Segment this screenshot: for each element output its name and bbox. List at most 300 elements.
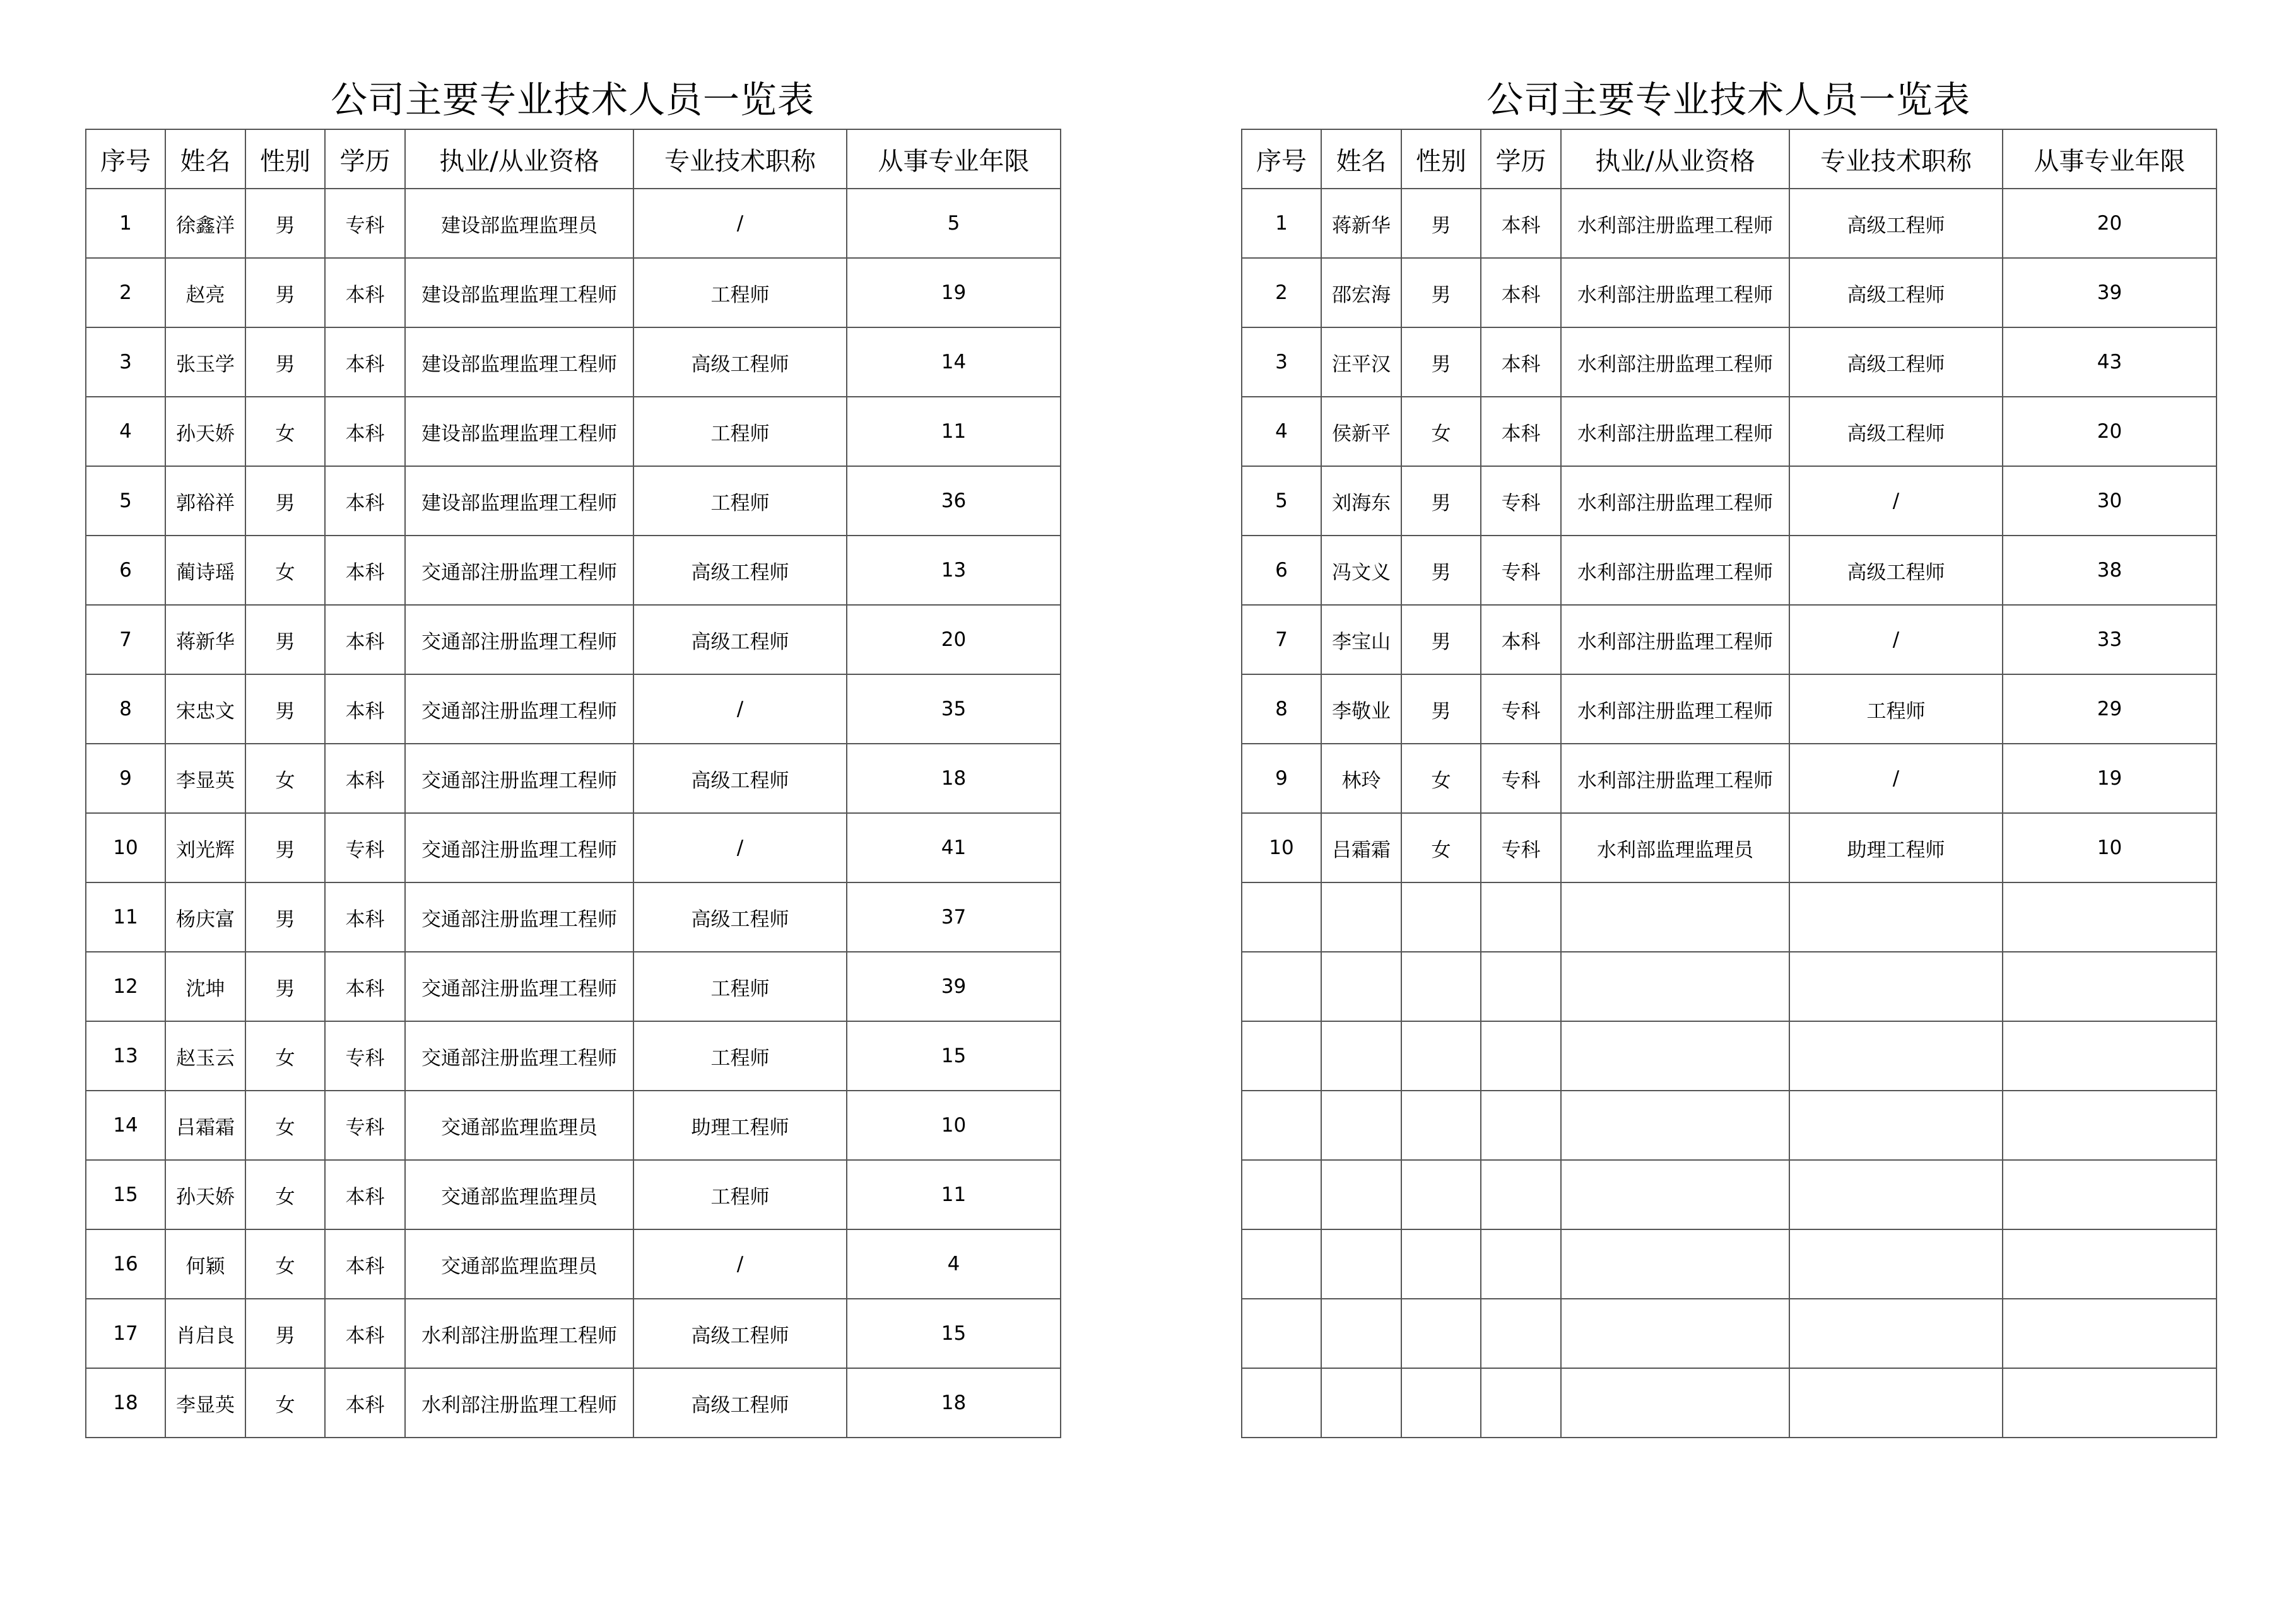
cell-sex: 女 xyxy=(245,1091,325,1160)
cell-name xyxy=(1321,882,1401,952)
cell-name: 郭裕祥 xyxy=(165,466,245,536)
left-staff-panel xyxy=(85,71,1060,1438)
cell-tech-title xyxy=(1789,1368,2003,1438)
cell-years: 43 xyxy=(2003,327,2217,397)
cell-no xyxy=(1242,1091,1321,1160)
cell-years xyxy=(2003,952,2217,1021)
cell-no: 10 xyxy=(86,813,165,882)
cell-sex: 男 xyxy=(245,605,325,674)
cell-no xyxy=(1242,1299,1321,1368)
cell-no: 6 xyxy=(1242,536,1321,605)
cell-name: 宋忠文 xyxy=(165,674,245,744)
cell-education xyxy=(1481,1021,1561,1091)
cell-name: 李敬业 xyxy=(1321,674,1401,744)
cell-tech-title: 高级工程师 xyxy=(633,1368,847,1438)
cell-tech-title: 高级工程师 xyxy=(1789,189,2003,258)
right-table-body xyxy=(1242,189,2217,1438)
cell-tech-title: / xyxy=(633,674,847,744)
cell-name: 沈坤 xyxy=(165,952,245,1021)
cell-education: 本科 xyxy=(325,605,405,674)
cell-no: 17 xyxy=(86,1299,165,1368)
cell-tech-title: 工程师 xyxy=(633,397,847,466)
cell-qualification xyxy=(1561,1091,1789,1160)
cell-no xyxy=(1242,1229,1321,1299)
table-row xyxy=(1242,397,2217,466)
cell-name xyxy=(1321,1229,1401,1299)
cell-no: 11 xyxy=(86,882,165,952)
cell-education: 专科 xyxy=(1481,813,1561,882)
right-staff-panel xyxy=(1241,71,2216,1438)
cell-years: 11 xyxy=(847,1160,1061,1229)
cell-years: 39 xyxy=(2003,258,2217,327)
cell-qualification: 建设部监理监理员 xyxy=(405,189,633,258)
header-qualification: 执业/从业资格 xyxy=(405,129,633,189)
cell-sex: 男 xyxy=(1401,258,1481,327)
cell-sex xyxy=(1401,1160,1481,1229)
cell-sex: 女 xyxy=(245,1229,325,1299)
left-header-row xyxy=(86,129,1061,189)
cell-qualification: 建设部监理监理工程师 xyxy=(405,327,633,397)
cell-qualification: 交通部注册监理工程师 xyxy=(405,674,633,744)
cell-years: 37 xyxy=(847,882,1061,952)
cell-name: 吕霜霜 xyxy=(165,1091,245,1160)
cell-no: 7 xyxy=(86,605,165,674)
cell-qualification xyxy=(1561,1368,1789,1438)
cell-education: 本科 xyxy=(325,1160,405,1229)
cell-no: 2 xyxy=(1242,258,1321,327)
cell-no: 9 xyxy=(1242,744,1321,813)
cell-qualification xyxy=(1561,952,1789,1021)
cell-sex: 男 xyxy=(1401,605,1481,674)
cell-name: 蔺诗瑶 xyxy=(165,536,245,605)
cell-name: 吕霜霜 xyxy=(1321,813,1401,882)
cell-sex: 男 xyxy=(245,674,325,744)
cell-education: 本科 xyxy=(325,1299,405,1368)
cell-education: 本科 xyxy=(325,674,405,744)
cell-tech-title: 助理工程师 xyxy=(633,1091,847,1160)
cell-sex: 女 xyxy=(245,744,325,813)
cell-tech-title: / xyxy=(633,189,847,258)
cell-sex: 男 xyxy=(1401,674,1481,744)
cell-name xyxy=(1321,1299,1401,1368)
cell-education: 本科 xyxy=(325,397,405,466)
table-row xyxy=(86,189,1061,258)
cell-name: 赵玉云 xyxy=(165,1021,245,1091)
cell-education xyxy=(1481,882,1561,952)
cell-tech-title: 高级工程师 xyxy=(1789,327,2003,397)
cell-no: 5 xyxy=(86,466,165,536)
cell-tech-title: 高级工程师 xyxy=(633,744,847,813)
cell-tech-title: 高级工程师 xyxy=(633,605,847,674)
table-row xyxy=(86,397,1061,466)
table-row xyxy=(1242,1299,2217,1368)
cell-no: 8 xyxy=(86,674,165,744)
cell-name: 李宝山 xyxy=(1321,605,1401,674)
cell-qualification: 水利部注册监理工程师 xyxy=(1561,536,1789,605)
cell-education: 本科 xyxy=(325,466,405,536)
cell-qualification: 水利部注册监理工程师 xyxy=(1561,327,1789,397)
cell-years: 33 xyxy=(2003,605,2217,674)
table-row xyxy=(86,1229,1061,1299)
table-row xyxy=(86,744,1061,813)
cell-qualification: 水利部注册监理工程师 xyxy=(1561,674,1789,744)
cell-tech-title: / xyxy=(1789,744,2003,813)
header-education: 学历 xyxy=(325,129,405,189)
cell-tech-title: 工程师 xyxy=(633,258,847,327)
table-row xyxy=(1242,813,2217,882)
left-table-body xyxy=(86,189,1061,1438)
cell-no: 18 xyxy=(86,1368,165,1438)
cell-education: 本科 xyxy=(1481,397,1561,466)
cell-qualification: 交通部监理监理员 xyxy=(405,1091,633,1160)
cell-tech-title xyxy=(1789,1299,2003,1368)
cell-qualification: 水利部注册监理工程师 xyxy=(1561,605,1789,674)
cell-qualification: 交通部注册监理工程师 xyxy=(405,744,633,813)
cell-years: 35 xyxy=(847,674,1061,744)
cell-education: 本科 xyxy=(325,952,405,1021)
cell-sex: 男 xyxy=(245,189,325,258)
left-staff-table xyxy=(85,129,1061,1438)
cell-name: 侯新平 xyxy=(1321,397,1401,466)
cell-no: 16 xyxy=(86,1229,165,1299)
cell-no: 13 xyxy=(86,1021,165,1091)
cell-years: 15 xyxy=(847,1299,1061,1368)
cell-name: 蒋新华 xyxy=(1321,189,1401,258)
cell-qualification: 交通部注册监理工程师 xyxy=(405,882,633,952)
cell-years xyxy=(2003,1160,2217,1229)
header-sex: 性别 xyxy=(1401,129,1481,189)
cell-education: 专科 xyxy=(1481,466,1561,536)
table-row xyxy=(1242,1368,2217,1438)
cell-sex: 男 xyxy=(245,952,325,1021)
cell-years: 19 xyxy=(2003,744,2217,813)
cell-no: 15 xyxy=(86,1160,165,1229)
cell-sex xyxy=(1401,1021,1481,1091)
cell-education xyxy=(1481,1160,1561,1229)
cell-no: 4 xyxy=(86,397,165,466)
cell-qualification: 水利部注册监理工程师 xyxy=(405,1368,633,1438)
cell-tech-title: 助理工程师 xyxy=(1789,813,2003,882)
header-tech-title: 专业技术职称 xyxy=(633,129,847,189)
cell-tech-title: 高级工程师 xyxy=(1789,397,2003,466)
cell-qualification: 交通部注册监理工程师 xyxy=(405,952,633,1021)
cell-tech-title xyxy=(1789,1229,2003,1299)
table-row xyxy=(86,674,1061,744)
cell-education xyxy=(1481,1091,1561,1160)
cell-education xyxy=(1481,1368,1561,1438)
cell-sex: 男 xyxy=(1401,327,1481,397)
cell-tech-title: 工程师 xyxy=(633,466,847,536)
cell-sex: 男 xyxy=(245,813,325,882)
cell-name: 徐鑫洋 xyxy=(165,189,245,258)
cell-name: 李显英 xyxy=(165,1368,245,1438)
table-row xyxy=(1242,674,2217,744)
cell-education: 专科 xyxy=(325,189,405,258)
cell-sex: 男 xyxy=(245,466,325,536)
cell-tech-title: / xyxy=(633,813,847,882)
table-row xyxy=(1242,605,2217,674)
cell-tech-title: 高级工程师 xyxy=(633,327,847,397)
cell-education: 本科 xyxy=(325,258,405,327)
cell-tech-title: / xyxy=(1789,466,2003,536)
cell-sex xyxy=(1401,882,1481,952)
cell-years xyxy=(2003,1229,2217,1299)
table-row xyxy=(86,536,1061,605)
cell-no: 9 xyxy=(86,744,165,813)
cell-no xyxy=(1242,1368,1321,1438)
cell-education: 专科 xyxy=(325,813,405,882)
table-row xyxy=(86,1021,1061,1091)
cell-years: 10 xyxy=(847,1091,1061,1160)
cell-years: 30 xyxy=(2003,466,2217,536)
cell-no: 1 xyxy=(86,189,165,258)
cell-sex: 男 xyxy=(245,882,325,952)
cell-years: 13 xyxy=(847,536,1061,605)
cell-tech-title xyxy=(1789,882,2003,952)
cell-sex: 男 xyxy=(245,327,325,397)
cell-tech-title: / xyxy=(1789,605,2003,674)
table-row xyxy=(86,327,1061,397)
cell-education: 专科 xyxy=(325,1021,405,1091)
table-row xyxy=(1242,258,2217,327)
cell-qualification xyxy=(1561,1229,1789,1299)
cell-years: 36 xyxy=(847,466,1061,536)
cell-sex: 男 xyxy=(1401,189,1481,258)
table-row xyxy=(86,952,1061,1021)
cell-years: 14 xyxy=(847,327,1061,397)
right-staff-table xyxy=(1241,129,2217,1438)
cell-no: 6 xyxy=(86,536,165,605)
table-row xyxy=(86,1299,1061,1368)
cell-no: 2 xyxy=(86,258,165,327)
cell-years xyxy=(2003,1091,2217,1160)
cell-name: 孙天娇 xyxy=(165,1160,245,1229)
cell-name: 邵宏海 xyxy=(1321,258,1401,327)
cell-sex xyxy=(1401,952,1481,1021)
header-name: 姓名 xyxy=(1321,129,1401,189)
cell-education: 专科 xyxy=(325,1091,405,1160)
cell-years xyxy=(2003,882,2217,952)
cell-years: 18 xyxy=(847,1368,1061,1438)
cell-education: 本科 xyxy=(1481,189,1561,258)
cell-sex: 男 xyxy=(1401,466,1481,536)
cell-education: 本科 xyxy=(1481,327,1561,397)
cell-tech-title: 高级工程师 xyxy=(633,882,847,952)
cell-sex: 女 xyxy=(245,397,325,466)
cell-no: 1 xyxy=(1242,189,1321,258)
cell-no xyxy=(1242,882,1321,952)
cell-name xyxy=(1321,1021,1401,1091)
header-years: 从事专业年限 xyxy=(2003,129,2217,189)
cell-years xyxy=(2003,1368,2217,1438)
cell-education: 本科 xyxy=(1481,605,1561,674)
table-row xyxy=(86,466,1061,536)
cell-name: 肖启良 xyxy=(165,1299,245,1368)
cell-name: 赵亮 xyxy=(165,258,245,327)
cell-years: 39 xyxy=(847,952,1061,1021)
header-no: 序号 xyxy=(1242,129,1321,189)
cell-years: 41 xyxy=(847,813,1061,882)
right-header-row xyxy=(1242,129,2217,189)
cell-years: 10 xyxy=(2003,813,2217,882)
cell-no: 7 xyxy=(1242,605,1321,674)
cell-sex: 女 xyxy=(245,1368,325,1438)
cell-sex: 男 xyxy=(245,1299,325,1368)
table-row xyxy=(86,813,1061,882)
cell-qualification: 水利部注册监理工程师 xyxy=(1561,466,1789,536)
cell-tech-title: 高级工程师 xyxy=(1789,536,2003,605)
cell-education xyxy=(1481,952,1561,1021)
cell-no: 5 xyxy=(1242,466,1321,536)
cell-sex: 男 xyxy=(245,258,325,327)
cell-name: 林玲 xyxy=(1321,744,1401,813)
cell-no: 3 xyxy=(86,327,165,397)
cell-education: 本科 xyxy=(1481,258,1561,327)
cell-name: 刘光辉 xyxy=(165,813,245,882)
cell-tech-title: 高级工程师 xyxy=(633,1299,847,1368)
cell-years: 18 xyxy=(847,744,1061,813)
table-row xyxy=(86,1091,1061,1160)
cell-tech-title xyxy=(1789,952,2003,1021)
cell-qualification: 交通部注册监理工程师 xyxy=(405,1021,633,1091)
header-name: 姓名 xyxy=(165,129,245,189)
cell-qualification: 水利部注册监理工程师 xyxy=(1561,189,1789,258)
header-education: 学历 xyxy=(1481,129,1561,189)
cell-education xyxy=(1481,1299,1561,1368)
cell-years: 20 xyxy=(2003,397,2217,466)
cell-education: 本科 xyxy=(325,1229,405,1299)
table-row xyxy=(1242,189,2217,258)
table-row xyxy=(1242,882,2217,952)
cell-years: 5 xyxy=(847,189,1061,258)
cell-name xyxy=(1321,952,1401,1021)
cell-tech-title: 高级工程师 xyxy=(1789,258,2003,327)
header-qualification: 执业/从业资格 xyxy=(1561,129,1789,189)
header-years: 从事专业年限 xyxy=(847,129,1061,189)
cell-qualification: 交通部注册监理工程师 xyxy=(405,605,633,674)
cell-qualification xyxy=(1561,1299,1789,1368)
cell-qualification: 水利部注册监理工程师 xyxy=(1561,397,1789,466)
cell-name xyxy=(1321,1091,1401,1160)
cell-sex xyxy=(1401,1368,1481,1438)
cell-education: 本科 xyxy=(325,327,405,397)
cell-name: 汪平汉 xyxy=(1321,327,1401,397)
cell-qualification: 交通部监理监理员 xyxy=(405,1160,633,1229)
table-row xyxy=(1242,952,2217,1021)
cell-years: 20 xyxy=(2003,189,2217,258)
header-tech-title: 专业技术职称 xyxy=(1789,129,2003,189)
cell-name: 张玉学 xyxy=(165,327,245,397)
right-table-title: 公司主要专业技术人员一览表 xyxy=(1486,78,1970,121)
cell-years: 11 xyxy=(847,397,1061,466)
cell-tech-title: 工程师 xyxy=(633,1021,847,1091)
cell-years: 29 xyxy=(2003,674,2217,744)
cell-qualification: 水利部监理监理员 xyxy=(1561,813,1789,882)
cell-sex: 女 xyxy=(245,1021,325,1091)
table-row xyxy=(86,1368,1061,1438)
cell-education: 本科 xyxy=(325,536,405,605)
cell-tech-title xyxy=(1789,1021,2003,1091)
cell-years xyxy=(2003,1299,2217,1368)
cell-qualification xyxy=(1561,882,1789,952)
cell-no: 14 xyxy=(86,1091,165,1160)
cell-qualification: 建设部监理监理工程师 xyxy=(405,258,633,327)
cell-years: 20 xyxy=(847,605,1061,674)
cell-no: 8 xyxy=(1242,674,1321,744)
cell-qualification: 建设部监理监理工程师 xyxy=(405,466,633,536)
table-row xyxy=(1242,536,2217,605)
cell-years xyxy=(2003,1021,2217,1091)
cell-qualification: 水利部注册监理工程师 xyxy=(1561,744,1789,813)
cell-sex xyxy=(1401,1091,1481,1160)
cell-name: 孙天娇 xyxy=(165,397,245,466)
table-row xyxy=(86,605,1061,674)
cell-sex: 女 xyxy=(245,536,325,605)
cell-education: 本科 xyxy=(325,744,405,813)
cell-sex: 男 xyxy=(1401,536,1481,605)
cell-tech-title: 工程师 xyxy=(1789,674,2003,744)
cell-qualification: 水利部注册监理工程师 xyxy=(405,1299,633,1368)
table-row xyxy=(1242,1091,2217,1160)
cell-years: 19 xyxy=(847,258,1061,327)
cell-no: 12 xyxy=(86,952,165,1021)
cell-name: 何颖 xyxy=(165,1229,245,1299)
cell-years: 15 xyxy=(847,1021,1061,1091)
cell-no xyxy=(1242,1021,1321,1091)
table-row xyxy=(1242,466,2217,536)
cell-name: 蒋新华 xyxy=(165,605,245,674)
cell-no: 3 xyxy=(1242,327,1321,397)
cell-tech-title: 高级工程师 xyxy=(633,536,847,605)
cell-sex: 女 xyxy=(245,1160,325,1229)
cell-tech-title: 工程师 xyxy=(633,1160,847,1229)
table-row xyxy=(1242,1160,2217,1229)
cell-sex xyxy=(1401,1299,1481,1368)
cell-sex xyxy=(1401,1229,1481,1299)
cell-years: 38 xyxy=(2003,536,2217,605)
cell-education: 本科 xyxy=(325,882,405,952)
cell-name: 刘海东 xyxy=(1321,466,1401,536)
table-row xyxy=(86,258,1061,327)
cell-qualification: 交通部注册监理工程师 xyxy=(405,536,633,605)
header-no: 序号 xyxy=(86,129,165,189)
cell-years: 4 xyxy=(847,1229,1061,1299)
left-table-title: 公司主要专业技术人员一览表 xyxy=(330,78,815,121)
cell-qualification: 交通部监理监理员 xyxy=(405,1229,633,1299)
cell-qualification: 交通部注册监理工程师 xyxy=(405,813,633,882)
cell-tech-title: 工程师 xyxy=(633,952,847,1021)
cell-tech-title: / xyxy=(633,1229,847,1299)
cell-no xyxy=(1242,1160,1321,1229)
header-sex: 性别 xyxy=(245,129,325,189)
cell-education xyxy=(1481,1229,1561,1299)
cell-sex: 女 xyxy=(1401,813,1481,882)
cell-qualification: 水利部注册监理工程师 xyxy=(1561,258,1789,327)
table-row xyxy=(1242,1021,2217,1091)
cell-education: 专科 xyxy=(1481,744,1561,813)
table-row xyxy=(86,882,1061,952)
table-row xyxy=(86,1160,1061,1229)
cell-education: 专科 xyxy=(1481,674,1561,744)
cell-no xyxy=(1242,952,1321,1021)
cell-no: 4 xyxy=(1242,397,1321,466)
table-row xyxy=(1242,1229,2217,1299)
cell-name: 冯文义 xyxy=(1321,536,1401,605)
cell-qualification xyxy=(1561,1021,1789,1091)
cell-sex: 女 xyxy=(1401,744,1481,813)
cell-name xyxy=(1321,1160,1401,1229)
cell-education: 本科 xyxy=(325,1368,405,1438)
